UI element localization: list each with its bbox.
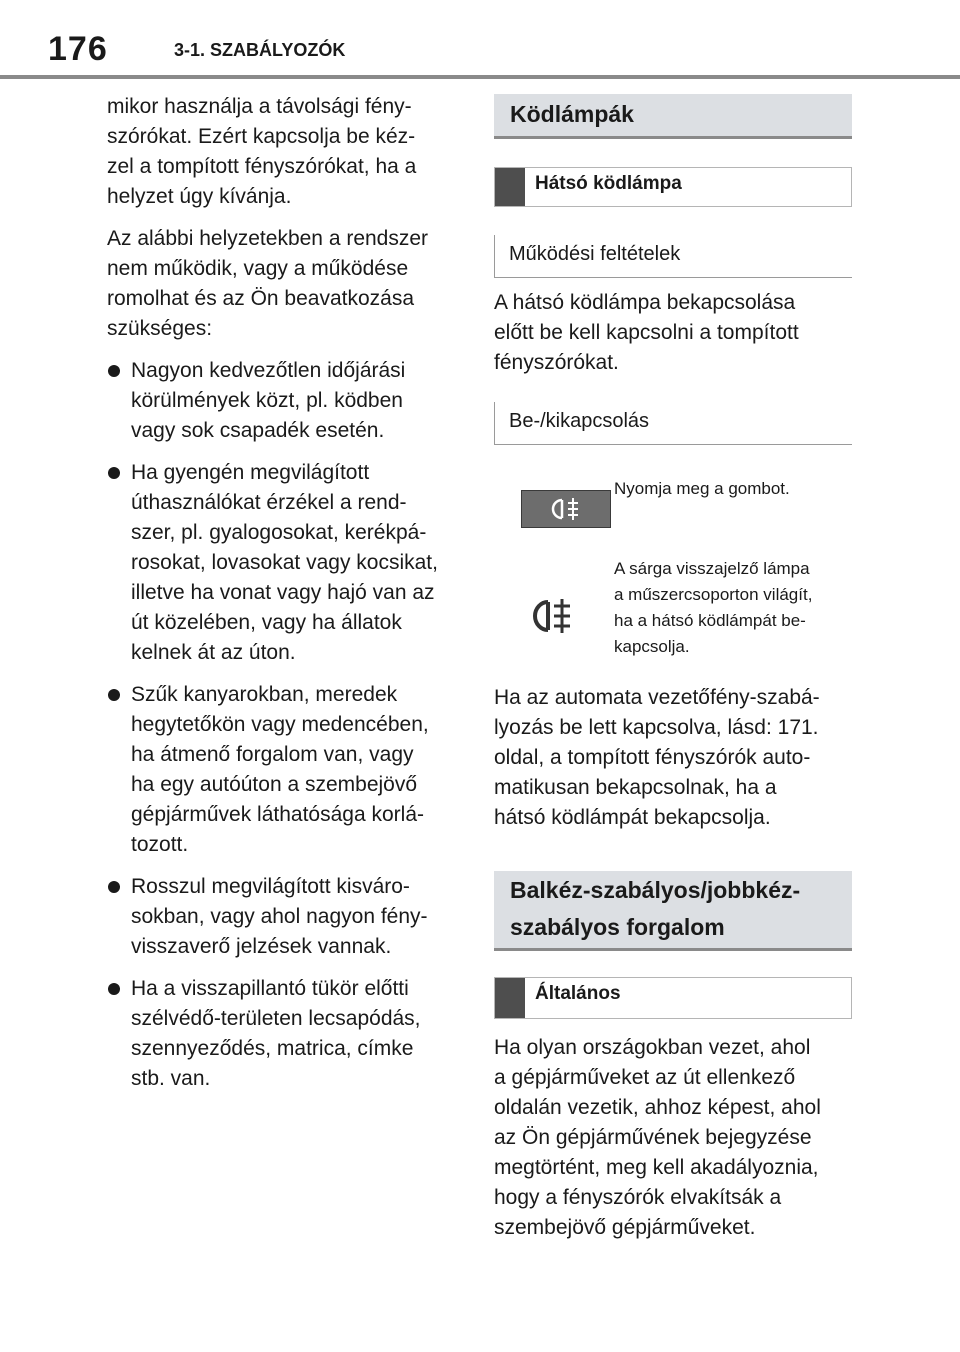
paragraph-auto-headlights: Ha az automata vezetőfény-szabá- lyozás be lett kapcsolva, lásd: 171. oldal, a tompított fényszórók auto- matikusan bekapcsolnak, ha a hátsó ködlámpát bekapcsolja.: [494, 686, 820, 829]
bullet-dot-icon: [108, 983, 120, 995]
heading-operating-conditions: Működési feltételek: [494, 235, 852, 278]
heading-traffic-side: Balkéz-szabályos/jobbkéz- szabályos forgalom: [494, 871, 852, 951]
rear-fog-indicator-icon: [528, 596, 574, 636]
paragraph-situations: Az alábbi helyzetekben a rendszer nem működik, vagy a működése romolhat és az Ön beavatkozása szükséges:: [107, 227, 429, 340]
bullet-dot-icon: [108, 881, 120, 893]
bullet-item: Nagyon kedvezőtlen időjárási körülmények közt, pl. ködben vagy sok csapadék esetén.: [107, 356, 457, 446]
heading-fog-lamps: Ködlámpák: [494, 94, 852, 139]
bullet-dot-icon: [108, 365, 120, 377]
indicator-text: A sárga visszajelző lámpa a műszercsoporton világít, ha a hátsó ködlámpát be- kapcsolja.: [614, 559, 813, 656]
button-instruction-row: [494, 478, 852, 556]
bullet-item: Szűk kanyarokban, meredek hegytetőkön vagy medencében, ha átmenő forgalom van, vagy ha egy autóúton a szembejövő gépjárművek láthatósága korlá- tozott.: [107, 680, 457, 860]
bullet-dot-icon: [108, 689, 120, 701]
heading-bar: [495, 168, 525, 206]
heading-general: Általános: [494, 977, 852, 1019]
paragraph-general: Ha olyan országokban vezet, ahol a gépjárműveket az út ellenkező oldalán vezetik, ahhoz képest, ahol az Ön gépjárművének bejegyzése megtörtént, meg kell akadályoznia, hogy a fényszórók elvakítsák a szembejövő gépjárműveket.: [494, 1036, 821, 1239]
indicator-instruction-row: [494, 556, 852, 666]
bullet-dot-icon: [108, 467, 120, 479]
bullet-item: Ha gyengén megvilágított úthasználókat érzékel a rend- szer, pl. gyalogosokat, kerékpá- rosokat, lovasokat vagy kocsikat, illetve ha vonat vagy hajó van az út közelében, vagy ha állatok kelnek át az úton.: [107, 458, 457, 668]
header-rule: [0, 75, 960, 79]
right-column: [494, 94, 852, 1255]
page-number: 176: [48, 30, 108, 68]
rear-fog-button-icon: [521, 490, 611, 528]
heading-rear-fog-lamp: Hátsó ködlámpa: [494, 167, 852, 207]
paragraph-conditions: A hátsó ködlámpa bekapcsolása előtt be kell kapcsolni a tompított fényszórókat.: [494, 291, 799, 374]
section-title: 3-1. SZABÁLYOZÓK: [174, 40, 346, 60]
paragraph-intro: mikor használja a távolsági fény- szórókat. Ezért kapcsolja be kéz- zel a tompított fényszórókat, ha a helyzet úgy kívánja.: [107, 95, 417, 208]
page-header: [0, 0, 960, 80]
bullet-item: Rosszul megvilágított kisváro- sokban, vagy ahol nagyon fény- visszaverő jelzések vannak.: [107, 872, 457, 962]
heading-bar: [495, 978, 525, 1018]
heading-on-off: Be-/kikapcsolás: [494, 402, 852, 445]
left-column: [107, 92, 457, 1106]
bullet-item: Ha a visszapillantó tükör előtti szélvédő-területen lecsapódás, szennyeződés, matrica, címke stb. van.: [107, 974, 457, 1094]
press-button-text: Nyomja meg a gombot.: [614, 479, 790, 498]
